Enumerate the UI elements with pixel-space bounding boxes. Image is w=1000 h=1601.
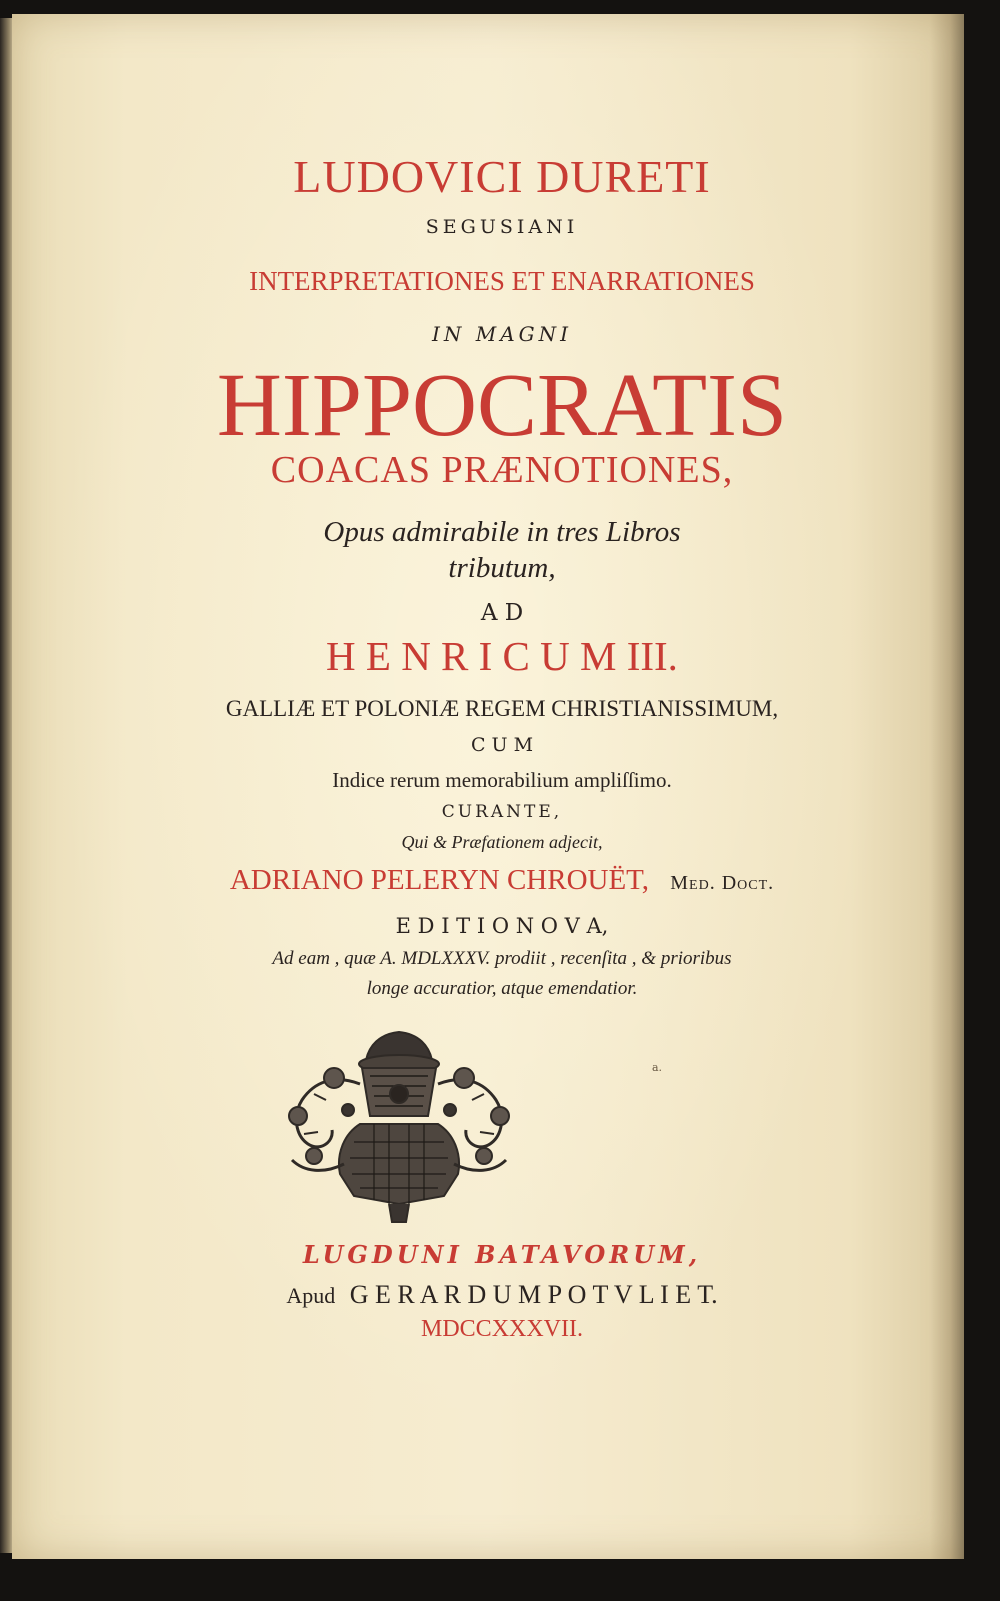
lugduni-line: LUGDUNI BATAVORUM, [302,1240,702,1269]
author-name: LUDOVICI DURETI [293,151,711,202]
opus-line-2: tributum, [448,552,556,584]
apud-word: Apud [286,1283,336,1308]
ad-eam-line-1: Ad eam , quæ A. MDLXXXV. prodiit , recenſita , & prioribus [272,948,732,969]
indice-line: Indice rerum memorabilium ampliſſimo. [332,768,672,792]
editor-title: Med. Doct. [670,872,775,894]
opus-line-1: Opus admirabile in tres Libros [323,516,681,548]
publisher-name: G E R A R D U M P O T V L I E T. [349,1280,718,1309]
editor-name: ADRIANO PELERYN CHROUËT, [229,864,649,896]
editio-nova: E D I T I O N O V A, [395,914,609,938]
curante-line: CURANTE, [441,802,563,822]
editor-line [12,864,992,897]
ad-line: A D [480,600,524,626]
ad-eam-line-2: longe accuratior, atque emendatior. [366,978,638,999]
coacas-heading: COACAS PRÆNOTIONES, [270,449,734,491]
hippocratis-heading: HIPPOCRATIS [216,356,788,455]
work-title: INTERPRETATIONES ET ENARRATIONES [249,266,755,296]
henricum-heading: H E N R I C U M III. [326,633,678,679]
author-origin: SEGUSIANI [425,216,579,238]
flower-basket-ornament-icon [274,1024,524,1229]
cum-line: C U M [470,734,534,756]
title-page [12,14,964,1559]
imprint-year: MDCCXXXVII. [421,1316,583,1342]
qui-line: Qui & Præfationem adjecit, [401,832,603,852]
margin-mark: a. [652,1061,663,1074]
publisher-line [12,1280,992,1310]
in-magni: IN MAGNI [431,322,573,346]
galliae-line: GALLIÆ ET POLONIÆ REGEM CHRISTIANISSIMUM, [225,696,779,721]
